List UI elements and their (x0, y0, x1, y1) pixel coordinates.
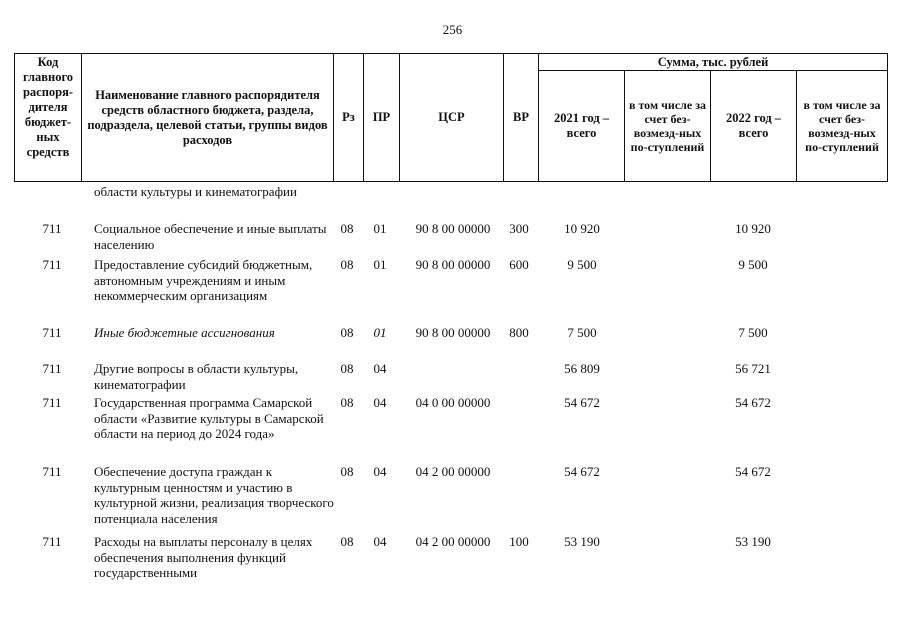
row-rz: 08 (340, 221, 354, 236)
row-name: области культуры и кинематографии (94, 184, 297, 199)
header-2022-free: в том числе за счет без-возмезд-ных по-ступлений (797, 71, 888, 182)
row-rz: 08 (340, 257, 354, 272)
row-pr: 01 (373, 257, 387, 272)
row-pr: 04 (373, 395, 387, 410)
row-2022-total: 10 920 (735, 221, 771, 236)
row-code: 711 (42, 257, 62, 272)
row-csr: 90 8 00 00000 (415, 325, 491, 340)
row-code: 711 (42, 325, 62, 340)
page-number: 256 (442, 22, 463, 37)
row-pr: 04 (373, 534, 387, 549)
row-2022-total: 7 500 (738, 325, 768, 340)
header-name: Наименование главного распорядителя средств областного бюджета, раздела, подраздела, целевой статьи, группы видов расходов (82, 54, 334, 182)
row-name: Предоставление субсидий бюджетным, автономным учреждениям и иным некоммерческим организациям (94, 257, 313, 303)
row-2021-total: 53 190 (564, 534, 600, 549)
row-2021-total: 56 809 (564, 361, 600, 376)
row-2021-total: 10 920 (564, 221, 600, 236)
row-2022-total: 54 672 (735, 464, 771, 479)
row-vr: 600 (509, 257, 529, 272)
row-code: 711 (42, 361, 62, 376)
row-vr: 300 (509, 221, 529, 236)
row-pr: 01 (373, 221, 387, 236)
row-rz: 08 (340, 325, 354, 340)
header-csr: ЦСР (400, 54, 504, 182)
row-code: 711 (42, 395, 62, 410)
row-name: Социальное обеспечение и иные выплаты населению (94, 221, 327, 252)
row-pr: 04 (373, 361, 387, 376)
row-name: Обеспечение доступа граждан к культурным ценностям и участию в культурной жизни, реализация творческого потенциала населения (94, 464, 334, 526)
row-2022-total: 53 190 (735, 534, 771, 549)
row-code: 711 (42, 464, 62, 479)
row-code: 711 (42, 534, 62, 549)
row-csr: 90 8 00 00000 (415, 257, 491, 272)
row-pr: 01 (373, 325, 387, 340)
row-vr: 800 (509, 325, 529, 340)
row-name: Иные бюджетные ассигнования (94, 325, 275, 340)
row-rz: 08 (340, 395, 354, 410)
header-vr: ВР (504, 54, 539, 182)
header-sum-title: Сумма, тыс. рублей (539, 54, 888, 71)
row-2021-total: 9 500 (567, 257, 597, 272)
row-2021-total: 54 672 (564, 395, 600, 410)
row-code: 711 (42, 221, 62, 236)
row-pr: 04 (373, 464, 387, 479)
header-code: Код главного распоря-дителя бюджет-ных средств (15, 54, 82, 182)
header-rz: Рз (334, 54, 364, 182)
row-csr: 90 8 00 00000 (415, 221, 491, 236)
row-csr: 04 0 00 00000 (415, 395, 491, 410)
row-2022-total: 9 500 (738, 257, 768, 272)
row-rz: 08 (340, 534, 354, 549)
row-2022-total: 54 672 (735, 395, 771, 410)
row-rz: 08 (340, 464, 354, 479)
header-2021-total: 2021 год – всего (539, 71, 625, 182)
row-2021-total: 54 672 (564, 464, 600, 479)
row-rz: 08 (340, 361, 354, 376)
row-2021-total: 7 500 (567, 325, 597, 340)
row-name: Расходы на выплаты персоналу в целях обеспечения выполнения функций государственными (94, 534, 313, 580)
row-csr: 04 2 00 00000 (415, 534, 491, 549)
header-2021-free: в том числе за счет без-возмезд-ных по-ступлений (625, 71, 711, 182)
table-header (14, 53, 887, 182)
row-2022-total: 56 721 (735, 361, 771, 376)
header-2022-total: 2022 год – всего (711, 71, 797, 182)
row-csr: 04 2 00 00000 (415, 464, 491, 479)
header-pr: ПР (364, 54, 400, 182)
row-name: Другие вопросы в области культуры, кинематографии (94, 361, 299, 392)
row-name: Государственная программа Самарской области «Развитие культуры в Самарской области на период до 2024 года» (94, 395, 324, 441)
row-vr: 100 (509, 534, 529, 549)
